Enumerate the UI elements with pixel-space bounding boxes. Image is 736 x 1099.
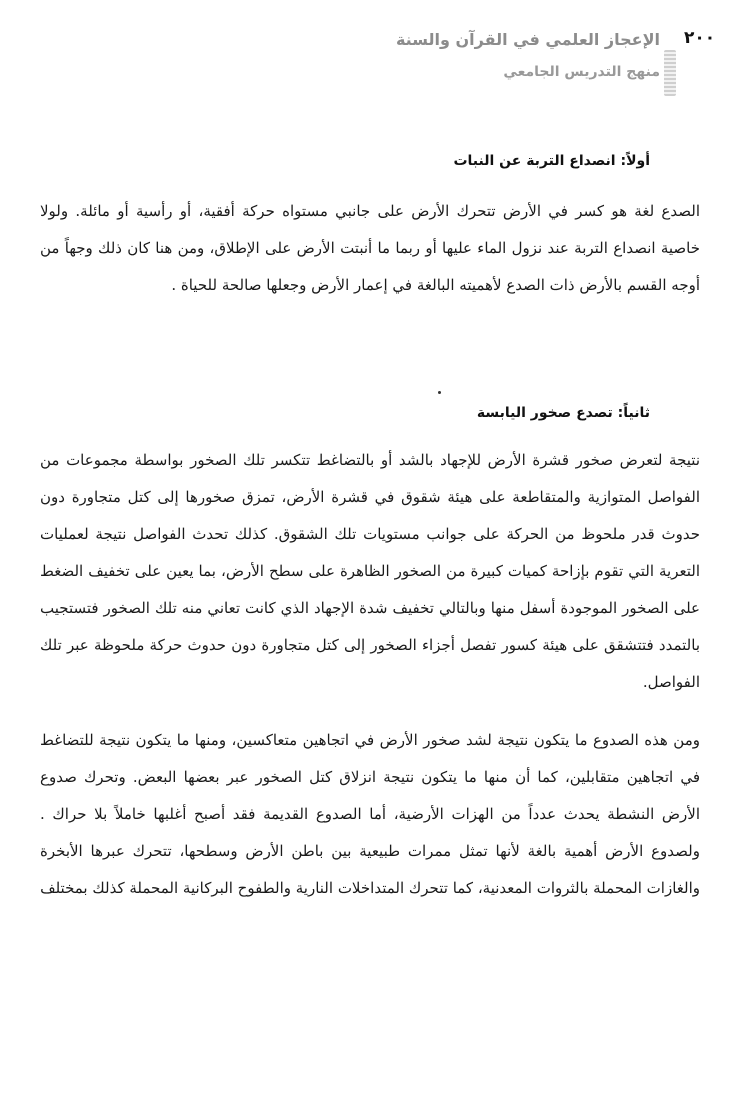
page-number: ٢٠٠: [684, 28, 716, 48]
section-heading-rock-cracking: ثانياً: تصدع صخور اليابسة: [476, 405, 650, 421]
paragraph-faults: ومن هذه الصدوع ما يتكون نتيجة لشد صخور الأرض في اتجاهين متعاكسين، ومنها ما يتكون نتيجة للتضاغط في اتجاهين متقابلين، كما أن منها ما يتكون نتيجة انزلاق كتل الصخور عبر بعضها البعض. وتحرك صدوع الأرض النشطة يحدث عدداً من الهزات الأرضية، أما الصدوع القديمة فقد أصبح أغلبها خاملاً بلا حراك . ولصدوع الأرض أهمية بالغة لأنها تمثل ممرات طبيعية بين باطن الأرض وسطحها، تتحرك عبرها الأبخرة والغازات المحملة بالثروات المعدنية، كما تتحرك المتداخلات النارية والطفوح البركانية المحملة كذلك بمختلف: [40, 731, 700, 897]
paragraph-soil-cracking: الصدع لغة هو كسر في الأرض تتحرك الأرض على جانبي مستواه حركة أفقية، أو رأسية أو مائلة. ولولا خاصية انصداع التربة عند نزول الماء عليها أو ربما ما أنبتت الأرض على الإطلاق، ومن هنا كان ذلك وجهاً من أوجه القسم بالأرض ذات الصدع لأهميته البالغة في إعمار الأرض وجعلها صالحة للحياة .: [40, 202, 700, 294]
section-heading-soil-cracking: أولاً: انصداع التربة عن النبات: [453, 153, 650, 169]
running-header-title: الإعجاز العلمي في القرآن والسنة: [395, 30, 660, 49]
running-header-subtitle: منهج التدريس الجامعي: [503, 64, 660, 80]
print-speck: [438, 391, 441, 394]
paragraph-rock-joints: نتيجة لتعرض صخور قشرة الأرض للإجهاد بالشد أو بالتضاغط تتكسر تلك الصخور بواسطة مجموعات من الفواصل المتوازية والمتقاطعة على هيئة شقوق في قشرة الأرض، تمزق صخورها إلى كتل متجاورة دون حدوث قدر ملحوظ من الحركة على جوانب مستويات تلك الشقوق. كذلك تحدث الفواصل نتيجة لعمليات التعرية التي تقوم بإزاحة كميات كبيرة من الصخور الظاهرة على سطح الأرض، بما يعين على تخفيف الضغط على الصخور الموجودة أسفل منها وبالتالي تخفيف شدة الإجهاد الذي كانت تعاني منه تلك الصخور فتستجيب بالتمدد فتتشقق على هيئة كسور تفصل أجزاء الصخور إلى كتل متجاورة دون حدوث حركة ملحوظة عبر تلك الفواصل.: [40, 451, 700, 691]
header-decoration: [664, 50, 676, 96]
